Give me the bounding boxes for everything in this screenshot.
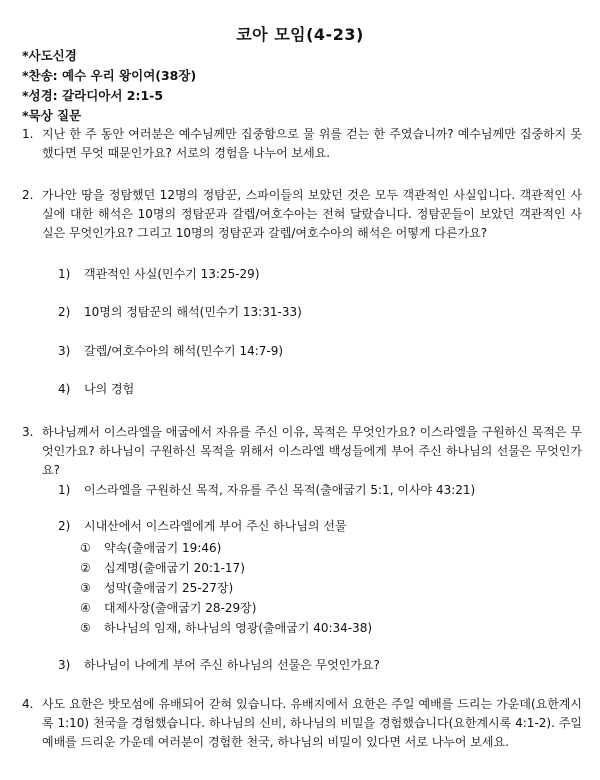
question-text: 사도 요한은 밧모섬에 유배되어 갇혀 있습니다. 유배지에서 요한은 주일 예배를 드리는 가운데(요한계시록 1:10) 천국을 경험했습니다. 하나님의 신비, 하나님의 비밀을 경험했습니다(요한계시록 4:1-2). 주일 예배를 드리운 가운데 여러분이 경험한 천국, 하나님의 비밀이 있다면 서로 나누어 보세요. [42, 697, 582, 749]
gift-text: 십계명(출애굽기 20:1-17) [104, 561, 245, 575]
gift-text: 약속(출애굽기 19:46) [104, 541, 222, 555]
gift-number: ⑤ [80, 621, 91, 635]
heading-apostles-creed: *사도신경 [22, 48, 77, 63]
gift-number: ③ [80, 581, 91, 595]
question-4 [22, 695, 582, 752]
sub-item [58, 303, 302, 322]
question-text: 하나님께서 이스라엘을 애굽에서 자유를 주신 이유, 목적은 무엇인가요? 이스라엘을 구원하신 목적은 무엇인가요? 하나님이 구원하신 목적을 위해서 이스라엘 백성들에게 부어 주신 하나님의 선물은 무엇인가요? [42, 425, 582, 477]
gift-number: ④ [80, 601, 91, 615]
question-number: 4. [22, 697, 34, 711]
question-text: 지난 한 주 동안 여러분은 예수님께만 집중함으로 물 위를 걷는 한 주였습니까? 예수님께만 집중하지 못했다면 무엇 때문인가요? 서로의 경험을 나누어 보세요. [42, 127, 582, 160]
sub-item-number: 3) [58, 658, 71, 672]
gift-item [80, 559, 245, 578]
heading-meditation-questions: *묵상 질문 [22, 108, 82, 123]
sub-item-number: 3) [58, 344, 71, 358]
sub-item [58, 517, 347, 536]
sub-item-number: 1) [58, 267, 71, 281]
gift-number: ② [80, 561, 91, 575]
sub-item [58, 656, 380, 675]
gift-item [80, 599, 256, 618]
sub-item-number: 1) [58, 483, 71, 497]
gift-text: 성막(출애굽기 25-27장) [104, 581, 234, 595]
sub-item-number: 2) [58, 305, 71, 319]
sub-item-number: 4) [58, 382, 71, 396]
page-title: 코아 모임(4-23) [236, 25, 364, 44]
sub-item-text: 갈렙/여호수아의 해석(민수기 14:7-9) [84, 344, 284, 358]
question-1 [22, 125, 582, 163]
heading-scripture: *성경: 갈라디아서 2:1-5 [22, 88, 164, 103]
sub-item [58, 342, 283, 361]
sub-item [58, 380, 134, 399]
worship-order [22, 46, 196, 126]
sub-item-text: 시내산에서 이스라엘에게 부어 주신 하나님의 선물 [84, 519, 347, 533]
question-3 [22, 423, 582, 480]
gift-text: 대제사장(출애굽기 28-29장) [104, 601, 257, 615]
sub-item-text: 이스라엘을 구원하신 목적, 자유를 주신 목적(출애굽기 5:1, 이사야 43:21) [84, 483, 476, 497]
sub-item-text: 하나님이 나에게 부어 주신 하나님의 선물은 무엇인가요? [84, 658, 380, 672]
sub-item-text: 10명의 정탐꾼의 해석(민수기 13:31-33) [84, 305, 302, 319]
question-number: 1. [22, 127, 34, 141]
gift-number: ① [80, 541, 91, 555]
sub-item-text: 나의 경험 [84, 382, 135, 396]
gift-text: 하나님의 임재, 하나님의 영광(출애굽기 40:34-38) [104, 621, 373, 635]
gift-item [80, 579, 233, 598]
question-number: 3. [22, 425, 34, 439]
question-text: 가나안 땅을 정탐했던 12명의 정탐꾼, 스파이들의 보았던 것은 모두 객관적인 사실입니다. 객관적인 사실에 대한 해석은 10명의 정탐꾼과 갈렙/여호수아는 전혀 달랐습니다. 정탐꾼들이 보았던 객관적인 사실은 무엇인가요? 그리고 10명의 정탐꾼과 갈렙/여호수아의 해석은 어떻게 다른가요? [42, 188, 582, 240]
question-2 [22, 186, 582, 243]
gift-item [80, 539, 221, 558]
sub-item-text: 객관적인 사실(민수기 13:25-29) [84, 267, 260, 281]
sub-item [58, 265, 260, 284]
question-number: 2. [22, 188, 34, 202]
sub-item [58, 481, 475, 500]
heading-hymn: *찬송: 예수 우리 왕이여(38장) [22, 68, 197, 83]
gift-item [80, 619, 372, 638]
sub-item-number: 2) [58, 519, 71, 533]
